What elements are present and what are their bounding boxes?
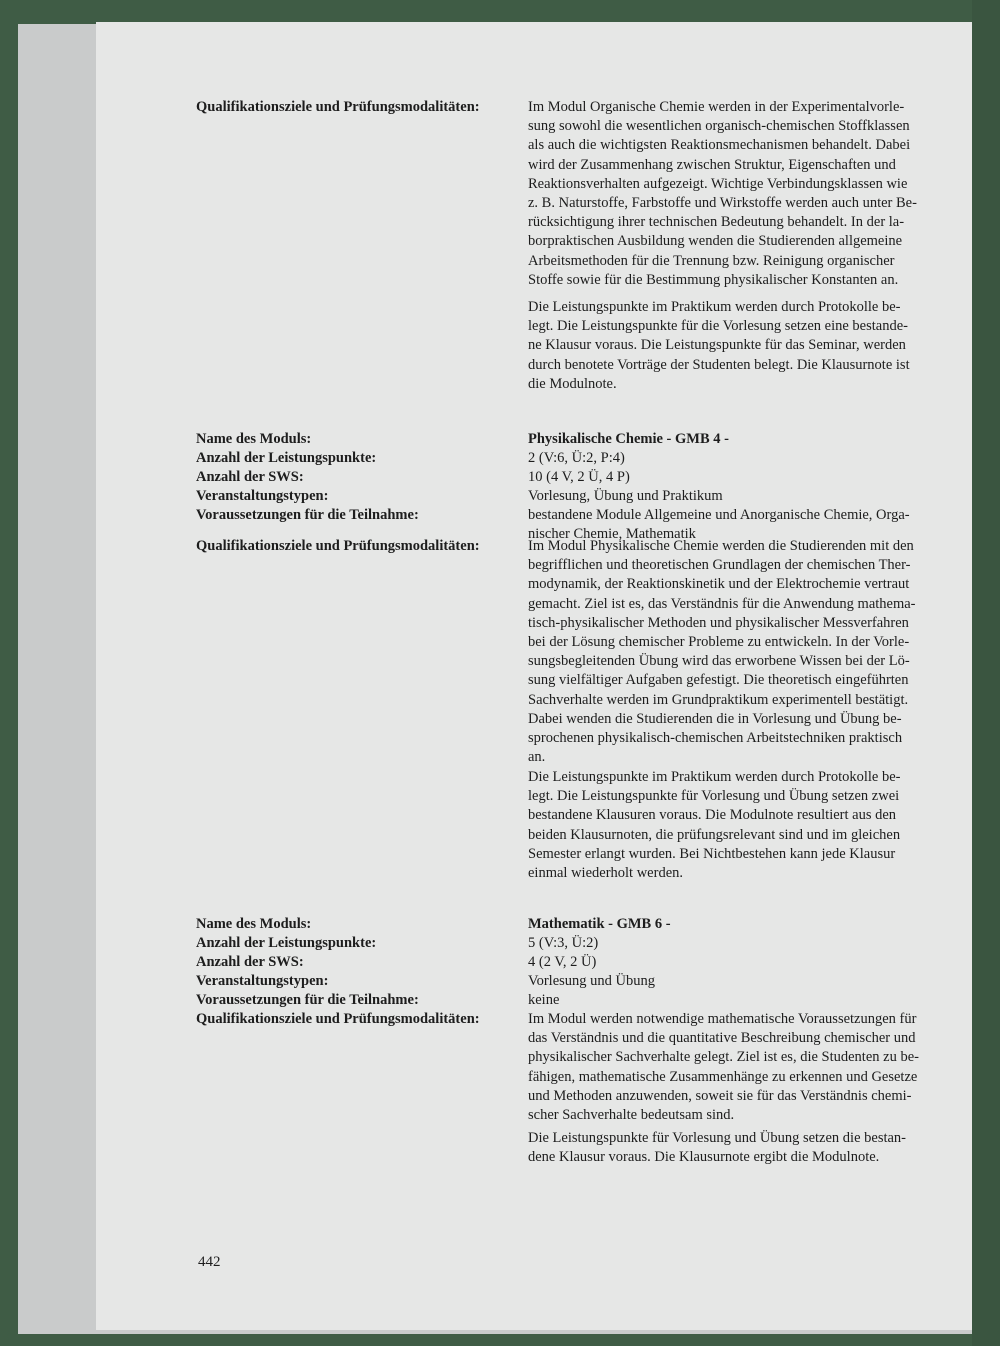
text-line: und Methoden anzuwenden, soweit sie für das Verständnis chemi- (528, 1087, 912, 1104)
veranstaltungstypen-value: Vorlesung, Übung und Praktikum (528, 488, 723, 504)
label-sws: Anzahl der SWS: (196, 469, 304, 485)
text-line: Die Leistungspunkte im Praktikum werden durch Protokolle be- (528, 769, 901, 785)
label-sws: Anzahl der SWS: (196, 954, 304, 970)
label-text: Name des Moduls: (196, 916, 312, 932)
text-line: dene Klausur voraus. Die Klausurnote ergibt die Modulnote. (528, 1149, 880, 1166)
text-line: Sachverhalte werden im Grundpraktikum experimentell bestätigt. (528, 691, 909, 708)
text-line: borpraktischen Ausbildung wenden die Studierenden allgemeine (528, 233, 903, 250)
text-line: Dabei wenden die Studierenden die in Vorlesung und Übung be- (528, 710, 902, 727)
veranstaltungstypen-value: Vorlesung und Übung (528, 973, 656, 989)
paragraph-phys-description (528, 537, 953, 767)
sws-value: 10 (4 V, 2 Ü, 4 P) (528, 469, 630, 485)
paragraph-math-credits (528, 1129, 953, 1167)
module-name-value: Mathematik - GMB 6 - (528, 916, 671, 932)
module-name-value: Physikalische Chemie - GMB 4 - (528, 431, 729, 447)
text-line: modynamik, der Reaktionskinetik und der Elektrochemie vertraut (528, 576, 910, 593)
text-line: Arbeitsmethoden für die Trennung bzw. Reinigung organischer (528, 252, 895, 269)
paragraph-math-description (528, 1010, 953, 1125)
text-line: fähigen, mathematische Zusammenhänge zu erkennen und Gesetze (528, 1068, 918, 1085)
label-voraussetzungen: Voraussetzungen für die Teilnahme: (196, 992, 419, 1008)
text-line: Im Modul Organische Chemie werden in der Experimentalvorle- (528, 99, 905, 115)
text-line: tisch-physikalischer Methoden und physikalischer Messverfahren (528, 614, 909, 631)
label-qualifikationsziele: Qualifikationsziele und Prüfungsmodalitäten: (196, 538, 480, 554)
text-line: das Verständnis und die quantitative Beschreibung chemischer und (528, 1030, 916, 1047)
voraussetzungen-value: keine (528, 992, 560, 1008)
text-line: einmal wiederholt werden. (528, 865, 684, 882)
label-leistungspunkte: Anzahl der Leistungspunkte: (196, 450, 377, 466)
book-cover-strip (972, 0, 1000, 1346)
text-line: rücksichtigung ihrer technischen Bedeutung behandelt. In der la- (528, 214, 905, 231)
text-line: Die Leistungspunkte für Vorlesung und Übung setzen die bestan- (528, 1130, 907, 1146)
text-line: Im Modul Physikalische Chemie werden die Studierenden mit den (528, 538, 914, 554)
text-line: wird der Zusammenhang zwischen Struktur, Eigenschaften und (528, 156, 896, 173)
page-number: 442 (198, 1254, 221, 1270)
text-line: gemacht. Ziel ist es, das Verständnis für die Anwendung mathema- (528, 595, 916, 612)
text-line: ne Klausur voraus. Die Leistungspunkte für das Seminar, werden (528, 337, 906, 354)
text-line: sprochenen physikalisch-chemischen Arbeitstechniken praktisch (528, 730, 903, 747)
text-line: an. (528, 749, 546, 766)
text-line: bestandene Module Allgemeine und Anorganische Chemie, Orga- (528, 507, 910, 523)
text-line: Stoffe sowie für die Bestimmung physikalischer Konstanten an. (528, 271, 899, 288)
book-page (96, 22, 972, 1330)
text-line: als auch die wichtigsten Reaktionsmechanismen behandelt. Dabei (528, 137, 911, 154)
label-module-name (196, 915, 516, 934)
text-line: die Modulnote. (528, 375, 617, 392)
paragraph-phys-credits (528, 768, 953, 883)
text-line: bestandene Klausuren voraus. Die Modulnote resultiert aus den (528, 807, 897, 824)
label-text: Name des Moduls: (196, 431, 312, 447)
text-line: z. B. Naturstoffe, Farbstoffe und Wirkstoffe werden auch unter Be- (528, 195, 917, 212)
text-line: Die Leistungspunkte im Praktikum werden durch Protokolle be- (528, 299, 901, 315)
paragraph-organic-credits (528, 298, 953, 394)
text-line: Reaktionsverhalten aufgezeigt. Wichtige Verbindungsklassen wie (528, 175, 908, 192)
text-line: nischer Chemie, Mathematik (528, 526, 696, 543)
label-qualifikationsziele: Qualifikationsziele und Prüfungsmodalitäten: (196, 99, 480, 115)
text-line: scher Sachverhalte bedeutsam sind. (528, 1107, 735, 1124)
text-line: legt. Die Leistungspunkte für Vorlesung und Übung setzen zwei (528, 788, 900, 805)
leistungspunkte-value: 5 (V:3, Ü:2) (528, 935, 599, 951)
paragraph-organic-description (528, 98, 953, 290)
text-line: sung sowohl die wesentlichen organisch-chemischen Stoffklassen (528, 118, 910, 135)
label-veranstaltungstypen: Veranstaltungstypen: (196, 973, 329, 989)
text-line: Semester erlangt wurden. Bei Nichtbestehen kann jede Klausur (528, 845, 896, 862)
label-voraussetzungen: Voraussetzungen für die Teilnahme: (196, 507, 419, 523)
text-line: Im Modul werden notwendige mathematische Voraussetzungen für (528, 1011, 917, 1027)
text-line: bei der Lösung chemischer Probleme zu entwickeln. In der Vorle- (528, 634, 910, 651)
text-line: begrifflichen und theoretischen Grundlagen der chemischen Ther- (528, 557, 911, 574)
label-leistungspunkte: Anzahl der Leistungspunkte: (196, 935, 377, 951)
text-line: beiden Klausurnoten, die prüfungsrelevant sind und im gleichen (528, 826, 901, 843)
text-line: physikalischer Sachverhalte gelegt. Ziel ist es, die Studenten zu be- (528, 1049, 919, 1066)
label-veranstaltungstypen: Veranstaltungstypen: (196, 488, 329, 504)
label-qualifikationsziele: Qualifikationsziele und Prüfungsmodalitäten: (196, 1011, 480, 1027)
leistungspunkte-value: 2 (V:6, Ü:2, P:4) (528, 450, 625, 466)
text-line: legt. Die Leistungspunkte für die Vorlesung setzen eine bestande- (528, 318, 908, 335)
text-line: sungsbegleitenden Übung wird das erworbene Wissen bei der Lö- (528, 653, 910, 670)
label-module-name (196, 430, 516, 449)
text-line: sung vielfältiger Aufgaben gefestigt. Die theoretisch eingeführten (528, 672, 909, 689)
text-line: durch benotete Vorträge der Studenten belegt. Die Klausurnote ist (528, 356, 910, 373)
sws-value: 4 (2 V, 2 Ü) (528, 954, 597, 970)
